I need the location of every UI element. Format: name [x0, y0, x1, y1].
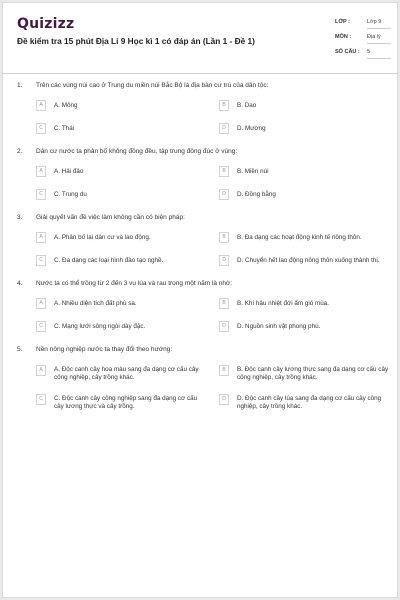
option-text: B. Đa dạng các hoạt động kinh tế nông thôn.	[237, 233, 362, 241]
question-4	[3, 280, 397, 344]
meta-row-subject	[335, 32, 390, 47]
question-text: Dân cư nước ta phân bố không đồng đều, tập trung đông đúc ở vùng:	[36, 148, 238, 155]
option-text: B. Dao	[237, 101, 257, 109]
question-text: Giải quyết vấn đề việc làm không cần có biện pháp:	[36, 214, 185, 221]
option-d[interactable]	[219, 123, 391, 134]
question-number: 1.	[17, 82, 23, 89]
option-d[interactable]	[219, 255, 391, 266]
option-letter-box: D	[219, 189, 229, 200]
option-row	[3, 255, 397, 278]
option-text: D. Độc canh cây lúa sang đa dạng cơ cấu cây công nghiệp, cây trồng khác.	[237, 394, 382, 410]
option-letter-box: C	[36, 189, 46, 200]
option-text: D. Chuyển hết lao động nông thôn xuống thành thị.	[237, 256, 380, 264]
meta-value: Lớp 9	[367, 17, 391, 29]
option-row	[3, 393, 397, 422]
option-letter-box: D	[219, 394, 229, 405]
option-d[interactable]	[219, 321, 391, 332]
option-text: B. Miền núi	[237, 167, 269, 175]
meta-key: MÔN :	[335, 34, 352, 40]
option-letter-box: C	[36, 394, 46, 405]
option-text: C. Trung du	[54, 190, 87, 198]
meta-row-count	[335, 47, 390, 62]
option-letter-box: C	[36, 255, 46, 266]
option-text: D. Mường	[237, 124, 266, 132]
question-number: 2.	[17, 148, 23, 155]
option-a[interactable]	[36, 100, 206, 111]
meta-value: Địa lý	[367, 32, 391, 44]
option-letter-box: A	[36, 100, 46, 111]
option-a[interactable]	[36, 364, 206, 382]
option-text: A. Độc canh cây hoa màu sang đa dạng cơ cấu cây công nghiệp, cây trồng khác.	[54, 365, 199, 381]
option-c[interactable]	[36, 255, 206, 266]
question-text: Trên các vùng núi cao ở Trung du miền núi Bắc Bộ là địa bàn cư trú của dân tộc:	[36, 82, 269, 89]
option-row	[3, 232, 397, 255]
option-b[interactable]	[219, 100, 391, 111]
option-a[interactable]	[36, 232, 206, 243]
question-list	[3, 82, 397, 424]
option-c[interactable]	[36, 123, 206, 134]
option-b[interactable]	[219, 364, 391, 382]
option-row	[3, 100, 397, 123]
option-row	[3, 321, 397, 344]
option-letter-box: D	[219, 321, 229, 332]
option-row	[3, 298, 397, 321]
worksheet-page	[2, 2, 398, 598]
option-c[interactable]	[36, 321, 206, 332]
option-b[interactable]	[219, 232, 391, 243]
question-text: Nền nông nghiệp nước ta thay đổi theo hướng:	[36, 346, 173, 353]
question-2	[3, 148, 397, 212]
option-text: A. Mông	[54, 101, 78, 109]
question-number: 5.	[17, 346, 23, 353]
option-b[interactable]	[219, 298, 391, 309]
question-3	[3, 214, 397, 278]
option-letter-box: A	[36, 166, 46, 177]
option-text: B. Độc canh cây lương thực sang đa dạng cơ cấu cây công nghiệp, cây trồng khác.	[237, 365, 389, 381]
option-text: C. Độc canh cây công nghiệp sang đa dạng cơ cấu cây lương thực và cây trồng.	[54, 394, 198, 410]
option-a[interactable]	[36, 166, 206, 177]
option-letter-box: B	[219, 232, 229, 243]
option-text: B. Khí hậu nhiệt đới ẩm gió mùa.	[237, 299, 329, 307]
option-row	[3, 364, 397, 393]
option-text: C. Đa dạng các loại hình đào tạo nghề.	[54, 256, 164, 264]
option-letter-box: B	[219, 298, 229, 309]
option-letter-box: A	[36, 365, 46, 376]
meta-key: SỐ CÂU :	[335, 49, 360, 55]
option-text: C. Mạng lưới sông ngòi dày đặc.	[54, 322, 146, 330]
option-letter-box: C	[36, 321, 46, 332]
option-letter-box: A	[36, 232, 46, 243]
option-letter-box: B	[219, 100, 229, 111]
question-1	[3, 82, 397, 146]
worksheet-title: Đề kiểm tra 15 phút Địa Lí 9 Học kì 1 có đáp án (Lần 1 - Đề 1)	[17, 36, 255, 46]
option-text: A. Nhiều diện tích đất phù sa.	[54, 299, 137, 307]
option-letter-box: B	[219, 166, 229, 177]
worksheet-header	[3, 3, 397, 73]
meta-value: 5	[367, 47, 391, 59]
option-letter-box: A	[36, 298, 46, 309]
worksheet-meta	[335, 17, 390, 62]
option-row	[3, 166, 397, 189]
option-text: A. Hải đảo	[54, 167, 84, 175]
option-c[interactable]	[36, 189, 206, 200]
meta-row-class	[335, 17, 390, 32]
option-text: A. Phân bố lại dân cư và lao động.	[54, 233, 151, 241]
meta-key: LỚP :	[335, 19, 350, 25]
option-text: D. Nguồn sinh vật phong phú.	[237, 322, 321, 330]
question-text: Nước ta có thể trồng từ 2 đến 3 vụ lúa và rau trong một năm là nhờ:	[36, 280, 233, 287]
option-c[interactable]	[36, 393, 206, 411]
option-d[interactable]	[219, 393, 391, 411]
question-number: 3.	[17, 214, 23, 221]
option-letter-box: D	[219, 123, 229, 134]
option-text: C. Thái	[54, 124, 75, 132]
question-number: 4.	[17, 280, 23, 287]
option-a[interactable]	[36, 298, 206, 309]
option-letter-box: D	[219, 255, 229, 266]
question-5	[3, 346, 397, 422]
option-d[interactable]	[219, 189, 391, 200]
option-row	[3, 189, 397, 212]
option-letter-box: B	[219, 365, 229, 376]
header-divider	[3, 73, 397, 74]
option-text: D. Đồng bằng	[237, 190, 276, 198]
quizizz-logo: Quizizz	[17, 16, 75, 32]
option-b[interactable]	[219, 166, 391, 177]
option-letter-box: C	[36, 123, 46, 134]
option-row	[3, 123, 397, 146]
